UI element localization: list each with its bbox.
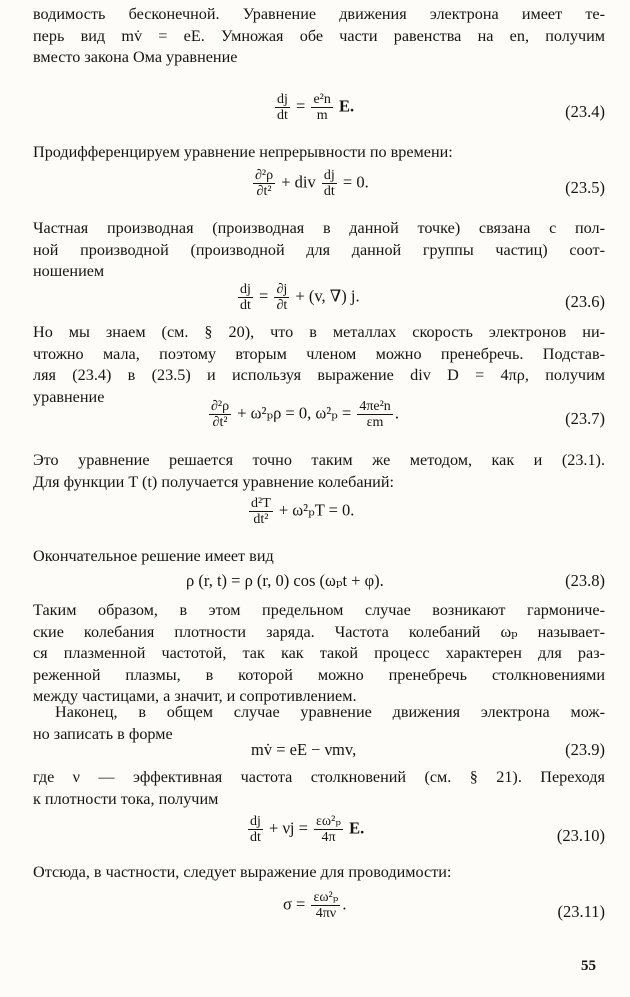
equation-body: mv̇ = eE − νmv, bbox=[251, 740, 357, 759]
equation-body bbox=[251, 168, 369, 199]
equation-number: (23.10) bbox=[556, 826, 605, 845]
text-line: ские колебания плотности заряда. Частота колебаний ωₚ называет- bbox=[33, 622, 605, 641]
fraction-denominator: 4πν bbox=[315, 906, 337, 921]
text-line: Это уравнение решается точно таким же методом, как и (23.1). bbox=[33, 451, 605, 469]
equation-body bbox=[207, 399, 399, 430]
fraction-numerator: ∂j bbox=[276, 282, 288, 297]
text-line: где ν — эффективная частота столкновений (см. § 21). Переходя bbox=[33, 768, 605, 786]
page-number: 55 bbox=[581, 958, 596, 974]
fraction-denominator: dt bbox=[240, 298, 251, 313]
equation-number: (23.4) bbox=[565, 102, 605, 121]
text-line: перь вид mv̇ = eE. Умножая обе части равенства на en, получим bbox=[33, 26, 605, 45]
equation-body: $\frac{dj}{dt}$ = $\frac{\text{e²n}}{m}$ E. bbox=[277, 92, 355, 123]
equation-body bbox=[246, 814, 364, 845]
equation-term: + (v, ∇) j. bbox=[295, 286, 360, 306]
paragraph-8 bbox=[33, 702, 605, 745]
text-line: но записать в форме bbox=[33, 724, 173, 743]
equation-23-10 bbox=[33, 814, 605, 858]
text-line: Но мы знаем (см. § 20), что в металлах скорость электронов ни- bbox=[33, 323, 605, 341]
equation-23-9 bbox=[33, 740, 605, 764]
text-line: Продифференцируем уравнение непрерывности по времени: bbox=[33, 143, 453, 161]
equation-23-7 bbox=[33, 399, 605, 441]
paragraph-3 bbox=[33, 218, 605, 283]
equation-term: + div bbox=[281, 172, 316, 192]
equation-term: + ω²ₚρ = 0, ω²ₚ = bbox=[237, 403, 352, 423]
fraction-denominator: dt bbox=[323, 184, 335, 199]
fraction-numerator: εω²ₚ bbox=[316, 814, 341, 829]
text-line: Окончательное решение имеет вид bbox=[33, 547, 274, 565]
equation-23-4 bbox=[33, 92, 605, 132]
paragraph-4 bbox=[33, 322, 605, 408]
fraction-numerator: dj bbox=[240, 282, 251, 297]
paragraph-5 bbox=[33, 450, 605, 493]
equation-23-6 bbox=[33, 282, 605, 322]
text-line: водимость бесконечной. Уравнение движения электрона имеет те- bbox=[33, 5, 605, 23]
fraction-denominator: ∂t² bbox=[212, 415, 228, 430]
paragraph-10 bbox=[33, 862, 605, 884]
fraction-denominator: dt bbox=[250, 830, 261, 845]
equation-oscillation bbox=[33, 496, 605, 538]
text-line: Таким образом, в этом предельном случае возникают гармониче- bbox=[33, 601, 605, 619]
text-line: уравнение bbox=[33, 387, 105, 406]
equation-number: (23.8) bbox=[565, 571, 605, 590]
equation-body bbox=[247, 496, 354, 527]
paragraph-7 bbox=[33, 600, 605, 708]
text-line: Частная производная (производная в данной точке) связана с пол- bbox=[33, 219, 605, 237]
equation-term: + νj = bbox=[269, 818, 308, 838]
text-line: ляя (23.4) в (23.5) и используя выражение div D = 4πρ, получим bbox=[33, 366, 605, 384]
text-line: ся плазменной частотой, так как такой процесс характерен для раз- bbox=[33, 644, 605, 662]
fraction-denominator: 4π bbox=[321, 830, 336, 845]
paragraph-9 bbox=[33, 767, 605, 810]
equation-term: + ω²ₚT = 0. bbox=[278, 500, 355, 520]
fraction-numerator: e²n bbox=[313, 92, 331, 107]
text-line: реженной плазмы, в которой можно пренебречь столкновениями bbox=[33, 665, 605, 684]
text-line: ной производной (производной для данной группы частиц) соот- bbox=[33, 240, 605, 259]
fraction-denominator: m bbox=[316, 108, 328, 123]
text-line: к плотности тока, получим bbox=[33, 789, 219, 808]
text-line: Отсюда, в частности, следует выражение для проводимости: bbox=[33, 863, 452, 881]
paragraph-1 bbox=[33, 4, 605, 69]
fraction-denominator: ∂t bbox=[276, 298, 288, 313]
equation-23-8 bbox=[33, 571, 605, 595]
fraction-denominator: ∂t² bbox=[256, 184, 272, 199]
equation-number: (23.5) bbox=[565, 178, 605, 197]
text-line: между частицами, а значит, и сопротивлением. bbox=[33, 687, 357, 705]
equation-body: ρ (r, t) = ρ (r, 0) cos (ωₚt + φ). bbox=[186, 571, 384, 590]
text-line: Наконец, в общем случае уравнение движения электрона мож- bbox=[55, 703, 605, 721]
fraction-numerator: dj bbox=[250, 814, 261, 829]
fraction-denominator: dt bbox=[277, 108, 288, 123]
equation-number: (23.11) bbox=[557, 902, 605, 921]
text-line: чтожно мала, поэтому вторым членом можно пренебречь. Подстав- bbox=[33, 344, 605, 363]
equation-term: E. bbox=[339, 96, 355, 116]
equation-body: $\frac{dj}{dt}$ = $\frac{\partial j}{\partial t}$ + (v, ∇) j. bbox=[240, 282, 360, 313]
paragraph-2 bbox=[33, 142, 605, 164]
equation-23-11 bbox=[33, 890, 605, 934]
equation-body bbox=[283, 890, 346, 921]
equation-number: (23.9) bbox=[565, 740, 605, 759]
text-line: Для функции T (t) получается уравнение колебаний: bbox=[33, 472, 395, 491]
fraction-denominator: dt² bbox=[253, 512, 269, 527]
paragraph-6 bbox=[33, 546, 605, 568]
fraction-numerator: ∂²ρ bbox=[211, 399, 230, 414]
fraction-denominator: εm bbox=[366, 415, 384, 430]
fraction-numerator: 4πe²n bbox=[359, 399, 391, 414]
text-line: ношением bbox=[33, 262, 105, 280]
fraction-numerator: dj bbox=[323, 168, 335, 183]
equation-number: (23.7) bbox=[565, 409, 605, 428]
equation-term: = 0. bbox=[342, 172, 369, 192]
equation-term: σ = bbox=[283, 894, 306, 914]
equation-number: (23.6) bbox=[565, 292, 605, 311]
equation-term: . bbox=[394, 403, 399, 423]
fraction-numerator: d²T bbox=[251, 496, 271, 511]
fraction-numerator: ∂²ρ bbox=[255, 168, 274, 183]
fraction-numerator: dj bbox=[277, 92, 288, 107]
equation-term: E. bbox=[349, 818, 365, 838]
equation-term: . bbox=[342, 894, 347, 914]
fraction-numerator: εω²ₚ bbox=[313, 890, 339, 905]
equation-23-5 bbox=[33, 168, 605, 208]
text-line: вместо закона Ома уравнение bbox=[33, 48, 238, 66]
